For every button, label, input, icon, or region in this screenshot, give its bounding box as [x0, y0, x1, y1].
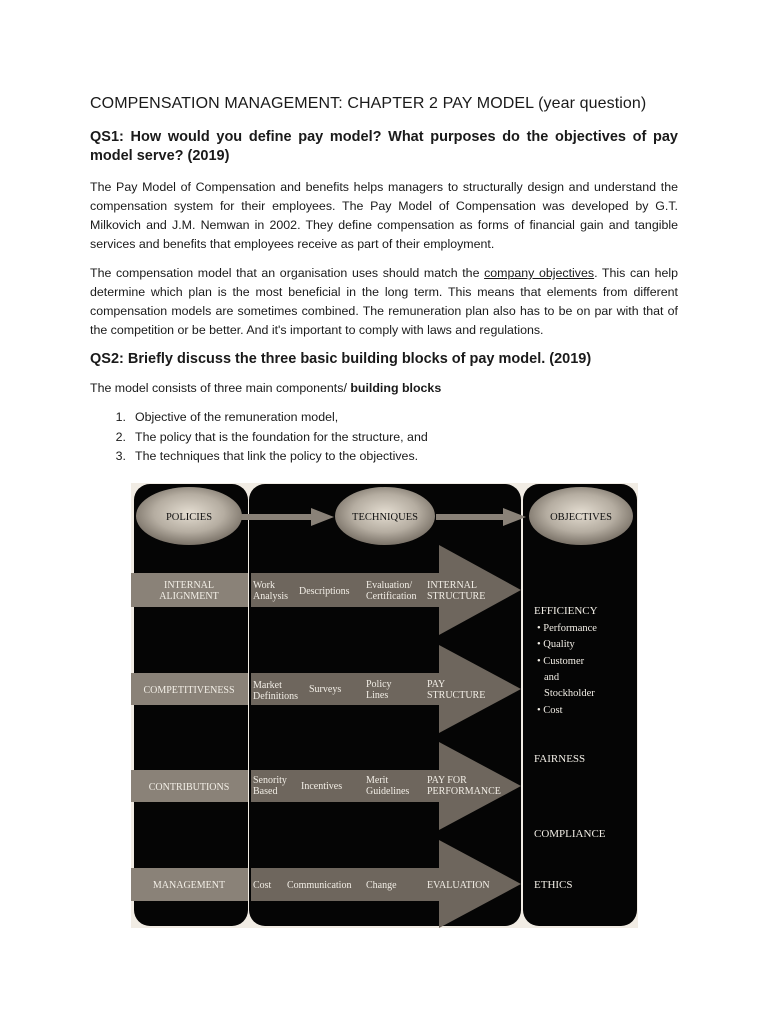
list-item-text: Objective of the remuneration model, [135, 410, 339, 424]
policy-label-line2: ALIGNMENT [159, 591, 219, 602]
pay-model-svg [131, 483, 638, 928]
technique-1-line2: Definitions [253, 691, 298, 702]
qs1-paragraph-2-text-a: The compensation model that an organisation uses should match the [90, 266, 485, 280]
technique-3-line2: Guidelines [366, 786, 410, 797]
policy-label-line1: INTERNAL [164, 580, 214, 591]
qs2-heading: QS2: Briefly discuss the three basic building blocks of pay model. (2019) [90, 351, 592, 367]
technique-3-line2: Lines [366, 690, 389, 701]
technique-1-line2: Analysis [253, 591, 288, 602]
technique-2: Surveys [309, 684, 342, 695]
list-item [90, 408, 678, 428]
efficiency-bullet: • Performance [537, 623, 597, 634]
list-item-number: 3. [115, 449, 126, 463]
technique-3-line1: Policy [366, 679, 392, 690]
technique-1-line1: Work [253, 580, 275, 591]
page-title: COMPENSATION MANAGEMENT: CHAPTER 2 PAY MODEL (year question) [90, 95, 647, 112]
company-objectives-link[interactable]: company objectives [484, 266, 595, 280]
list-item-number: 1. [115, 410, 126, 424]
qs2-intro [90, 379, 678, 398]
result-line1: INTERNAL [427, 580, 477, 591]
building-blocks-list [90, 408, 678, 467]
technique-3-line1: Evaluation/ [366, 580, 413, 591]
technique-2: Incentives [301, 781, 343, 792]
efficiency-bullet: • Quality [537, 639, 575, 650]
qs2-intro-bold: building blocks [350, 381, 442, 395]
policies-label: POLICIES [165, 512, 213, 523]
technique-1-line2: Based [253, 786, 278, 797]
objective-ethics: ETHICS [534, 879, 573, 891]
technique-1: Cost [253, 880, 272, 891]
list-item [90, 447, 678, 467]
technique-1-line1: Senority [253, 775, 287, 786]
policy-label: CONTRIBUTIONS [148, 782, 230, 793]
list-item-number: 2. [115, 429, 126, 444]
list-item-text: The policy that is the foundation for the structure, and [135, 429, 428, 444]
efficiency-bullet: • Cost [537, 705, 563, 716]
techniques-label: TECHNIQUES [352, 512, 418, 523]
qs1-paragraph-2 [90, 264, 678, 340]
objective-fairness: FAIRNESS [534, 753, 586, 765]
technique-2: Communication [287, 880, 352, 891]
result-line1: PAY FOR [427, 775, 467, 786]
technique-3: Change [366, 880, 397, 891]
list-item [90, 428, 678, 448]
result-line1: PAY [427, 679, 446, 690]
result-line2: STRUCTURE [427, 690, 486, 701]
technique-1-line1: Market [253, 680, 282, 691]
policy-label: MANAGEMENT [152, 880, 226, 891]
qs1-paragraph-2-text-b: . This can help determine which plan is the most beneficial in the long term. This means that elements from different compensation models are sometimes combined. The remuneration plan also has to be on par with that of the competition or be better. And it's important to comply with laws and regulations. [90, 266, 678, 337]
objectives-label: OBJECTIVES [550, 512, 612, 523]
result-line2: STRUCTURE [427, 591, 486, 602]
efficiency-bullet: and [544, 672, 560, 683]
technique-3-line2: Certification [366, 591, 417, 602]
pay-model-diagram [131, 483, 638, 928]
efficiency-bullet: Stockholder [544, 688, 595, 699]
technique-2: Descriptions [299, 586, 350, 597]
result: EVALUATION [427, 880, 490, 891]
efficiency-bullet: • Customer [537, 656, 585, 667]
objective-efficiency: EFFICIENCY [534, 605, 598, 617]
objective-compliance: COMPLIANCE [534, 828, 606, 840]
qs1-heading: QS1: How would you define pay model? What purposes do the objectives of pay model serve? (2019) [90, 129, 678, 164]
qs2-intro-text: The model consists of three main components/ [90, 381, 351, 395]
list-item-text: The techniques that link the policy to the objectives. [135, 449, 419, 463]
policy-label: COMPETITIVENESS [143, 685, 235, 696]
result-line2: PERFORMANCE [427, 786, 501, 797]
technique-3-line1: Merit [366, 775, 389, 786]
qs1-paragraph-1: The Pay Model of Compensation and benefits helps managers to structurally design and understand the compensation system for their employees. The Pay Model of Compensation was developed by G.T. Milkovich and J.M. Nemwan in 2002. They define compensation as forms of financial gain and tangible services and benefits that employees receive as part of their employment. [90, 180, 678, 251]
